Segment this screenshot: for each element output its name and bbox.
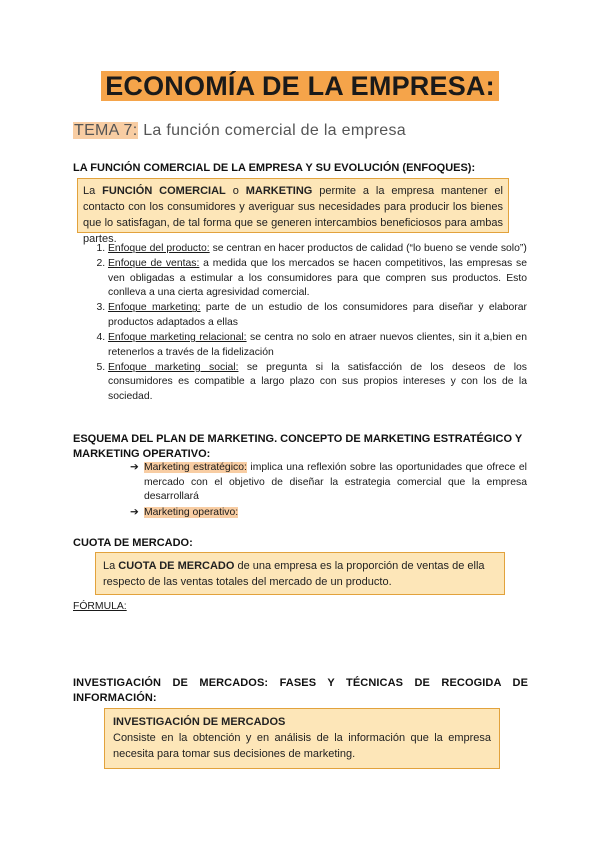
list-item-label: Enfoque de ventas: bbox=[108, 258, 200, 270]
list-item bbox=[130, 506, 527, 521]
section-heading-plan-marketing: ESQUEMA DEL PLAN DE MARKETING. CONCEPTO DE MARKETING ESTRATÉGICO Y MARKETING OPERATIVO: bbox=[73, 433, 523, 460]
box-text: La bbox=[103, 560, 119, 572]
list-item-label: Enfoque marketing relacional: bbox=[108, 332, 247, 344]
arrow-icon: ➔ bbox=[130, 462, 139, 473]
topic-name: La función comercial de la empresa bbox=[138, 122, 406, 139]
list-item-label: Marketing estratégico: bbox=[144, 462, 247, 473]
box-text: o bbox=[225, 185, 246, 197]
enfoques-list bbox=[73, 242, 527, 405]
box-text: La bbox=[83, 185, 103, 197]
box-bold-term: MARKETING bbox=[245, 185, 313, 197]
list-item-label: Enfoque marketing social: bbox=[108, 361, 239, 373]
list-item-label: Marketing operativo: bbox=[144, 506, 239, 518]
definition-box-cuota-mercado bbox=[95, 552, 505, 595]
list-item-text: parte de un estudio de los consumidores para diseñar y elaborar productos adaptados a ellas bbox=[108, 302, 528, 328]
section-heading-funcion-comercial: LA FUNCIÓN COMERCIAL DE LA EMPRESA Y SU EVOLUCIÓN (ENFOQUES): bbox=[73, 162, 476, 174]
section-heading-investigacion-mercados: INVESTIGACIÓN DE MERCADOS: FASES Y TÉCNICAS DE RECOGIDA DE INFORMACIÓN: bbox=[73, 677, 528, 704]
box-text: de una empresa es la proporción de ventas de ella respecto de las ventas totales del mercado de un producto. bbox=[103, 560, 485, 588]
list-item bbox=[108, 257, 527, 301]
list-item-text: se pregunta si la satisfacción de los deseos de los consumidores es compatible a largo plazo con sus propios intereses y con los de la sociedad. bbox=[108, 361, 527, 402]
arrow-icon: ➔ bbox=[130, 506, 139, 518]
list-item bbox=[130, 461, 527, 505]
definition-box-investigacion bbox=[104, 708, 500, 769]
list-item bbox=[108, 331, 527, 360]
box-bold-term: FUNCIÓN COMERCIAL bbox=[102, 185, 226, 197]
list-item-label: Enfoque del producto: bbox=[108, 243, 210, 254]
list-item-text: se centran en hacer productos de calidad (“lo bueno se vende solo”) bbox=[209, 243, 527, 254]
list-item bbox=[108, 361, 527, 405]
list-item-text: implica una reflexión sobre las oportunidades que ofrece el mercado con el objetivo de diseñar la estrategia comercial que la empresa desarrollará bbox=[144, 462, 527, 503]
marketing-types-list bbox=[130, 461, 527, 520]
definition-box-funcion-comercial bbox=[77, 178, 509, 245]
box-title: INVESTIGACIÓN DE MERCADOS bbox=[113, 716, 286, 728]
list-item bbox=[108, 242, 527, 257]
box-bold-term: CUOTA DE MERCADO bbox=[118, 560, 235, 572]
document-title bbox=[0, 71, 600, 102]
list-item bbox=[108, 301, 527, 330]
list-item-text: se centra no solo en atraer nuevos clientes, sin it a,bien en retenerlos a través de la fidelización bbox=[108, 332, 527, 358]
box-text: permite a la empresa mantener el contacto con los consumidores y averiguar sus necesidades para producir los bienes que lo satisfagan, de tal forma que se generen intercambios beneficiosos para ambas partes. bbox=[83, 185, 503, 245]
list-item-label: Enfoque marketing: bbox=[108, 302, 201, 314]
topic-number: TEMA 7: bbox=[74, 122, 138, 139]
formula-label: FÓRMULA: bbox=[73, 601, 127, 612]
box-text: Consiste en la obtención y en análisis de la información que la empresa necesita para tomar sus decisiones de marketing. bbox=[113, 732, 491, 760]
topic-heading bbox=[73, 122, 406, 140]
section-heading-cuota-mercado: CUOTA DE MERCADO: bbox=[73, 537, 193, 549]
list-item-text: a medida que los mercados se hacen competitivos, las empresas se ven obligadas a estimular a los consumidores para que compren sus productos. Esto conlleva a una cierta agresividad comercial. bbox=[108, 258, 527, 299]
document-title-text: ECONOMÍA DE LA EMPRESA: bbox=[101, 71, 499, 101]
